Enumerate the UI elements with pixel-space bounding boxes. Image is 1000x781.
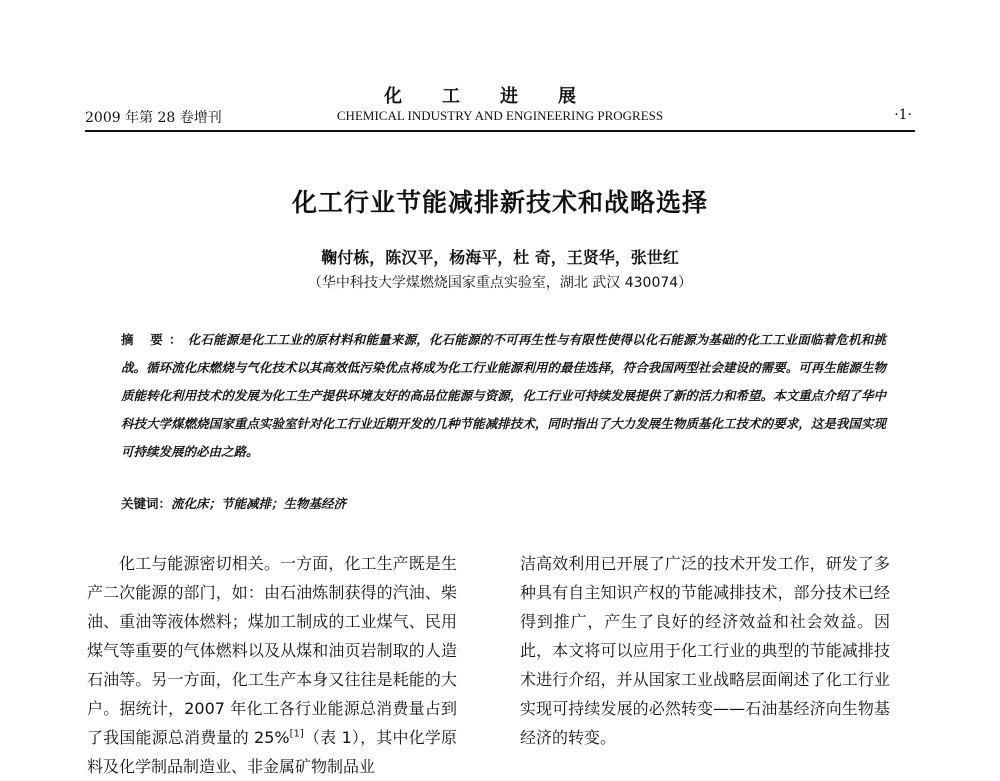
header-rule	[85, 130, 915, 132]
article-title: 化工行业节能减排新技术和战略选择	[291, 188, 708, 217]
body-left-text-b: （表 1），其中化学原料及化学制品制造业、非金属矿物制品业	[87, 728, 457, 776]
journal-title-cn: 化工进展	[384, 86, 616, 107]
citation-ref: [1]	[289, 728, 304, 740]
body-right-text: 洁高效利用已开展了广泛的技术开发工作，研发了多种具有自主知识产权的节能减排技术，部分技术已经得到推广，产生了良好的经济效益和社会效益。因此，本文将可以应用于化工行业的典型的节能减排技术进行介绍，并从国家工业战略层面阐述了化工行业实现可持续发展的必然转变——石油基经济向生物基经济的转变。	[520, 554, 890, 747]
abstract-label: 摘 要：	[121, 332, 188, 347]
journal-title-en: CHEMICAL INDUSTRY AND ENGINEERING PROGRESS	[336, 108, 664, 123]
body-column-left	[87, 549, 457, 781]
affiliation: （华中科技大学煤燃烧国家重点实验室，湖北 武汉 430074）	[307, 275, 693, 291]
abstract	[121, 326, 886, 466]
keywords	[121, 494, 346, 512]
page-number: ·1·	[894, 107, 912, 123]
authors: 鞠付栋，陈汉平，杨海平，杜 奇，王贤华，张世红	[321, 248, 679, 267]
abstract-text: 化石能源是化工工业的原材料和能量来源，化石能源的不可再生性与有限性使得以化石能源为基础的化工工业面临着危机和挑战。循环流化床燃烧与气化技术以其高效低污染优点将成为化工行业能源利用的最佳选择，符合我国两型社会建设的需要。可再生能源生物质能转化利用技术的发展为化工生产提供环境友好的高品位能源与资源，化工行业可持续发展提供了新的活力和希望。本文重点介绍了华中科技大学煤燃烧国家重点实验室针对化工行业近期开发的几种节能减排技术，同时指出了大力发展生物质基化工技术的要求，这是我国实现可持续发展的必由之路。	[121, 332, 886, 459]
body-left-text-a: 化工与能源密切相关。一方面，化工生产既是生产二次能源的部门，如：由石油炼制获得的汽油、柴油、重油等液体燃料；煤加工制成的工业煤气、民用煤气等重要的气体燃料以及从煤和油页岩制取的人造石油等。另一方面，化工生产本身又往往是耗能的大户。据统计，2007 年化工各行业能源总消费量占到了我国能源总消费量的 25%	[87, 554, 457, 747]
keywords-label: 关键词：	[121, 496, 172, 511]
issue-info: 2009 年第 28 卷增刊	[85, 110, 222, 126]
body-column-right	[520, 549, 890, 752]
keywords-text: 流化床；节能减排；生物基经济	[171, 496, 347, 511]
